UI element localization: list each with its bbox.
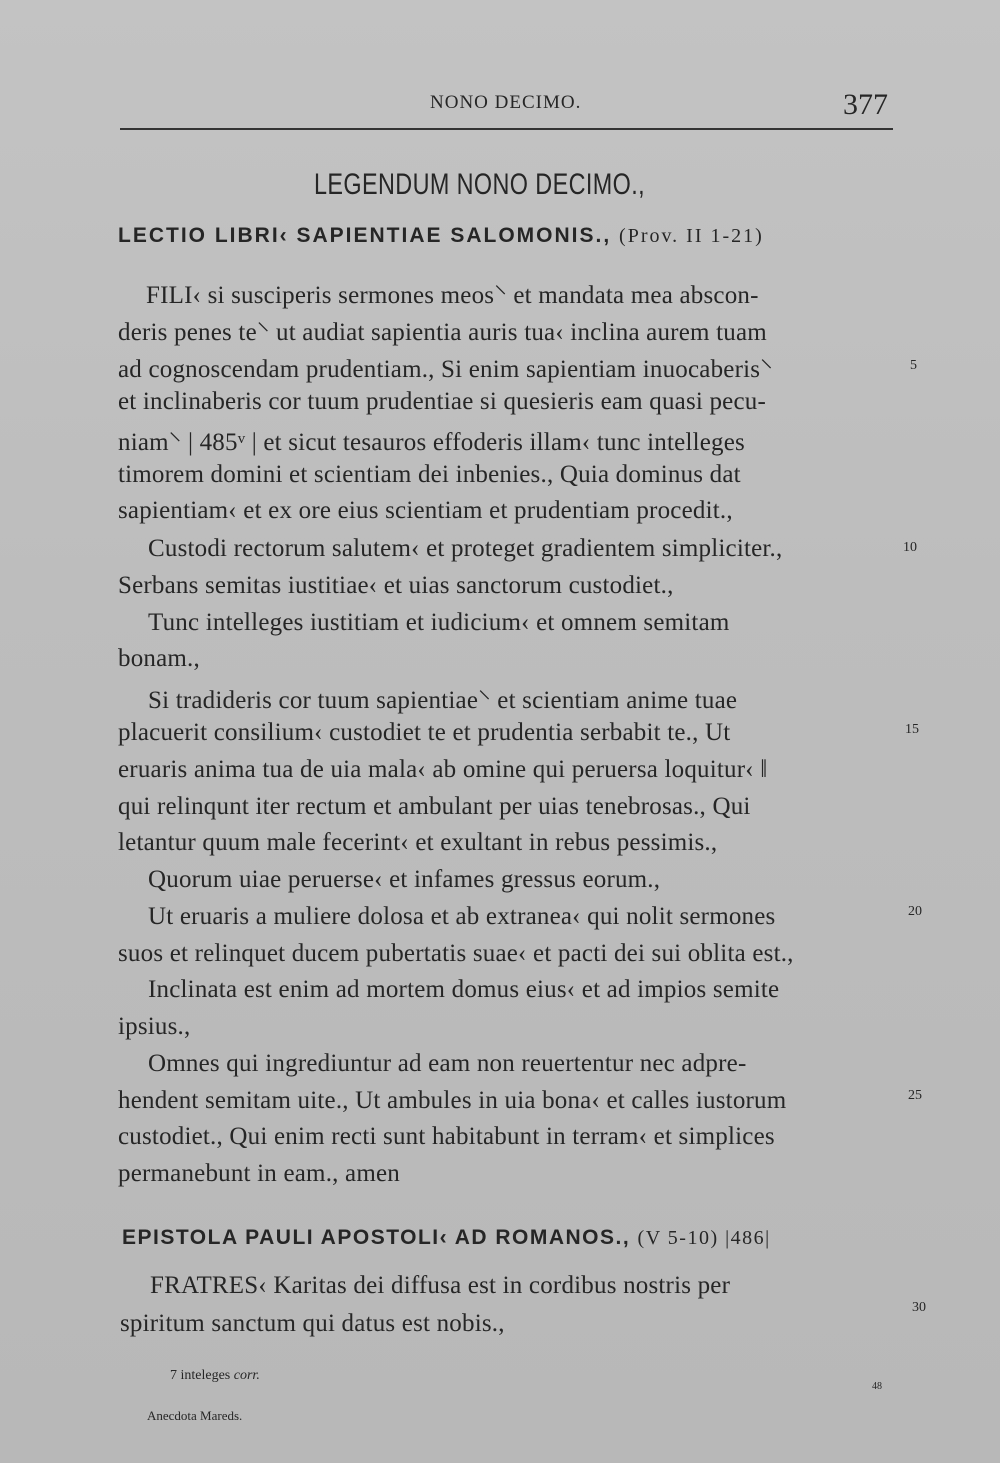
lectio-label: LECTIO LIBRI‹ SAPIENTIAE SALOMONIS., xyxy=(118,224,612,247)
lectio-reference: (Prov. II 1-21) xyxy=(619,225,764,247)
text-line: Serbans semitas iustitiae‹ et uias sanctorum custodiet., xyxy=(118,572,674,599)
text-line: ipsius., xyxy=(118,1013,191,1040)
line-number: 5 xyxy=(910,358,917,373)
epistola-line: spiritum sanctum qui datus est nobis., xyxy=(120,1310,505,1337)
text-line: bonam., xyxy=(118,645,200,672)
text-line: deris penes te⸌ ut audiat sapientia auris tua‹ inclina aurem tuam xyxy=(118,319,767,346)
epistola-line: FRATRES‹ Karitas dei diffusa est in cordibus nostris per xyxy=(150,1272,731,1299)
text-line: eruaris anima tua de uia mala‹ ab omine qui peruersa loquitur‹ ‖ xyxy=(118,756,768,783)
line-number: 20 xyxy=(908,904,922,919)
text-line: suos et relinquet ducem pubertatis suae‹ et pacti dei sui oblita est., xyxy=(118,940,794,967)
footnote-abbrev: corr. xyxy=(233,1368,260,1383)
text-line: hendent semitam uite., Ut ambules in uia bona‹ et calles iustorum xyxy=(118,1087,787,1114)
text-line: qui relinqunt iter rectum et ambulant per uias tenebrosas., Qui xyxy=(118,793,751,820)
header-rule xyxy=(120,128,893,130)
text-line: FILI‹ si susciperis sermones meos⸌ et mandata mea abscon- xyxy=(146,282,759,309)
epistola-heading xyxy=(122,1226,771,1250)
text-line: et inclinaberis cor tuum prudentiae si quesieris eam quasi pecu- xyxy=(118,388,767,415)
running-header: NONO DECIMO. xyxy=(430,92,582,113)
text-line: sapientiam‹ et ex ore eius scientiam et prudentiam procedit., xyxy=(118,497,733,524)
printer-signature: Anecdota Mareds. xyxy=(147,1408,243,1423)
page-number: 377 xyxy=(843,88,888,121)
text-line: Inclinata est enim ad mortem domus eius‹ et ad impios semite xyxy=(148,976,780,1003)
text-line: custodiet., Qui enim recti sunt habitabunt in terram‹ et simplices xyxy=(118,1123,775,1150)
text-line: letantur quum male fecerint‹ et exultant in rebus pessimis., xyxy=(118,829,718,856)
lectio-heading xyxy=(118,224,764,248)
text-line: niam⸌ | 485ᵛ | et sicut tesauros effoderis illam‹ tunc intelleges xyxy=(118,429,745,456)
text-line: permanebunt in eam., amen xyxy=(118,1160,400,1187)
epistola-reference: (V 5-10) |486| xyxy=(637,1227,771,1249)
section-heading: LEGENDUM NONO DECIMO., xyxy=(314,168,646,201)
text-line: timorem domini et scientiam dei inbenies., Quia dominus dat xyxy=(118,461,741,488)
text-line: Si tradideris cor tuum sapientiae⸌ et scientiam anime tuae xyxy=(148,687,738,714)
line-number: 10 xyxy=(903,540,917,555)
footnote-text: 7 inteleges xyxy=(170,1368,231,1383)
text-line: Omnes qui ingrediuntur ad eam non reuertentur nec adpre- xyxy=(148,1050,747,1077)
footnote xyxy=(170,1368,260,1384)
epistola-label: EPISTOLA PAULI APOSTOLI‹ AD ROMANOS., xyxy=(122,1226,631,1249)
text-line: Tunc intelleges iustitiam et iudicium‹ et omnem semitam xyxy=(148,609,730,636)
line-number: 15 xyxy=(905,722,919,737)
text-line: Custodi rectorum salutem‹ et proteget gradientem simpliciter., xyxy=(148,535,783,562)
sheet-number: 48 xyxy=(872,1381,882,1392)
line-number: 30 xyxy=(912,1300,926,1315)
text-line: Ut eruaris a muliere dolosa et ab extranea‹ qui nolit sermones xyxy=(148,903,776,930)
text-line: ad cognoscendam prudentiam., Si enim sapientiam inuocaberis⸌ xyxy=(118,356,773,383)
text-line: placuerit consilium‹ custodiet te et prudentia serbabit te., Ut xyxy=(118,719,731,746)
text-line: Quorum uiae peruerse‹ et infames gressus eorum., xyxy=(148,866,661,893)
line-number: 25 xyxy=(908,1088,922,1103)
